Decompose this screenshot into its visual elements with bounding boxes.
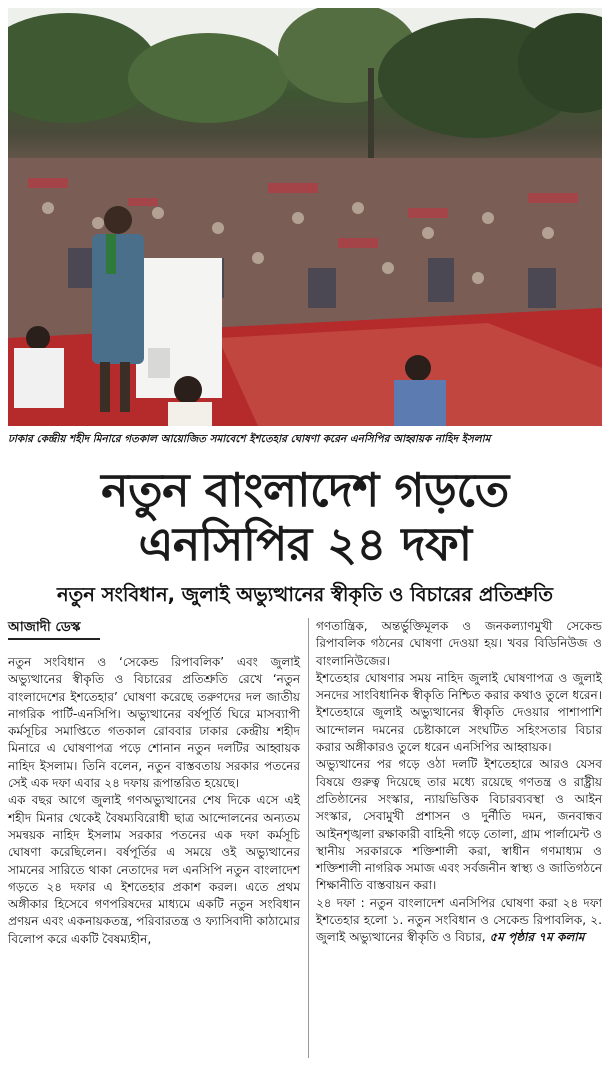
paragraph bbox=[316, 895, 602, 947]
article-column-left bbox=[8, 618, 300, 948]
column-divider bbox=[308, 618, 309, 1058]
paragraph: গণতান্ত্রিক, অন্তর্ভুক্তিমূলক ও জনকল্যাণমুখী সেকেন্ড রিপাবলিক গঠনের ঘোষণা দেওয়া হয়। খবর বিডিনিউজ ও বাংলানিউজের। bbox=[316, 619, 602, 668]
paragraph-text: ২৪ দফা : নতুন বাংলাদেশ এনসিপির ঘোষণা করা ২৪ দফা ইশতেহার হলো ১. নতুন সংবিধান ও সেকেন্ড রিপাবলিক, ২. জুলাই অভ্যুত্থানের স্বীকৃতি ও বিচার, bbox=[316, 895, 602, 945]
headline-line-1: নতুন বাংলাদেশ গড়তে bbox=[101, 463, 509, 517]
article-body bbox=[8, 618, 602, 1058]
byline: আজাদী ডেস্ক bbox=[8, 618, 100, 640]
paragraph: অভ্যুত্থানের পর গড়ে ওঠা দলটি ইশতেহারে আরও যেসব বিষয়ে গুরুত্ব দিয়েছে তার মধ্যে রয়েছে গণতন্ত্র ও রাষ্ট্রীয় প্রতিষ্ঠানের সংস্কার, ন্যায়ভিত্তিক বিচারব্যবস্থা ও আইন সংস্কার, সেবামুখী প্রশাসন ও দুর্নীতি দমন, জনবান্ধব আইনশৃঙ্খলা রক্ষাকারী বাহিনী গড়ে তোলা, গ্রাম পার্লামেন্ট ও স্থানীয় সরকারকে শক্তিশালী করা, স্বাধীন গণমাধ্যম ও শক্তিশালী নাগরিক সমাজ এবং সর্বজনীন স্বাস্থ্য ও জাতিগঠনে শিক্ষানীতি বাস্তবায়ন করা। bbox=[316, 757, 602, 893]
rally-photo bbox=[8, 8, 602, 426]
headline-line-2: এনসিপির ২৪ দফা bbox=[138, 517, 472, 571]
paragraph: নতুন সংবিধান ও ‘সেকেন্ড রিপাবলিক’ এবং জুলাই অভ্যুত্থানের স্বীকৃতি ও বিচারের প্রতিশ্রুতি রেখে ‘নতুন বাংলাদেশের ইশতেহার’ ঘোষণা করেছে তরুণদের দল জাতীয় নাগরিক পার্টি-এনসিপি। অভ্যুত্থানের বর্ষপূর্তি ঘিরে মাসব্যাপী কর্মসূচির সমাপ্তিতে গতকাল রোববার ঢাকার কেন্দ্রীয় শহীদ মিনারে এ ঘোষণাপত্র পড়ে শোনান নতুন দলটির আহ্বায়ক নাহিদ ইসলাম। তিনি বলেন, নতুন বাস্তবতায় সরকার পতনের সেই এক দফা এবার ২৪ দফায় রূপান্তরিত হয়েছে। bbox=[8, 655, 300, 791]
subheadline: নতুন সংবিধান, জুলাই অভ্যুত্থানের স্বীকৃতি ও বিচারের প্রতিশ্রুতি bbox=[56, 583, 554, 606]
paragraph: এক বছর আগে জুলাই গণঅভ্যুত্থানের শেষ দিকে এসে এই শহীদ মিনার থেকেই বৈষম্যবিরোধী ছাত্র আন্দোলনের অন্যতম সমন্বয়ক নাহিদ ইসলাম সরকার পতনের এক দফা কর্মসূচি ঘোষণা করেছিলেন। বর্ষপূর্তির এ সময়ে ওই অভ্যুত্থানের সামনের সারিতে থাকা নেতাদের দল এনসিপি নতুন বাংলাদেশ গড়তে ২৪ দফার এ ইশতেহার প্রকাশ করল। এতে প্রথম অঙ্গীকার হিসেবে গণপরিষদের মাধ্যমে একটি নতুন সংবিধান প্রণয়ন এবং একনায়কতন্ত্র, পরিবারতন্ত্র ও ফ্যাসিবাদী কাঠামোর বিলোপ করে একটি বৈষম্যহীন, bbox=[8, 793, 300, 946]
rally-photo-illustration bbox=[8, 8, 602, 426]
article-column-right bbox=[316, 618, 602, 947]
photo-caption: ঢাকার কেন্দ্রীয় শহীদ মিনারে গতকাল আয়োজিত সমাবেশে ইশতেহার ঘোষণা করেন এনসিপির আহ্বায়ক নাহিদ ইসলাম bbox=[8, 433, 491, 445]
paragraph: ইশতেহার ঘোষণার সময় নাহিদ জুলাই ঘোষণাপত্র ও জুলাই সনদের সাংবিধানিক স্বীকৃতি নিশ্চিত করার কথাও তুলে ধরেন। ইশতেহারে জুলাই অভ্যুত্থানের স্বীকৃতি দেওয়ার পাশাপাশি আন্দোলন দমনের চেষ্টাকালে সংঘটিত সহিংসতার বিচার করার অঙ্গীকারও তুলে ধরেন এনসিপির আহ্বায়ক। bbox=[316, 670, 602, 755]
continuation-jump-link[interactable]: ৫ম পৃষ্ঠার ৭ম কলাম bbox=[489, 930, 585, 945]
